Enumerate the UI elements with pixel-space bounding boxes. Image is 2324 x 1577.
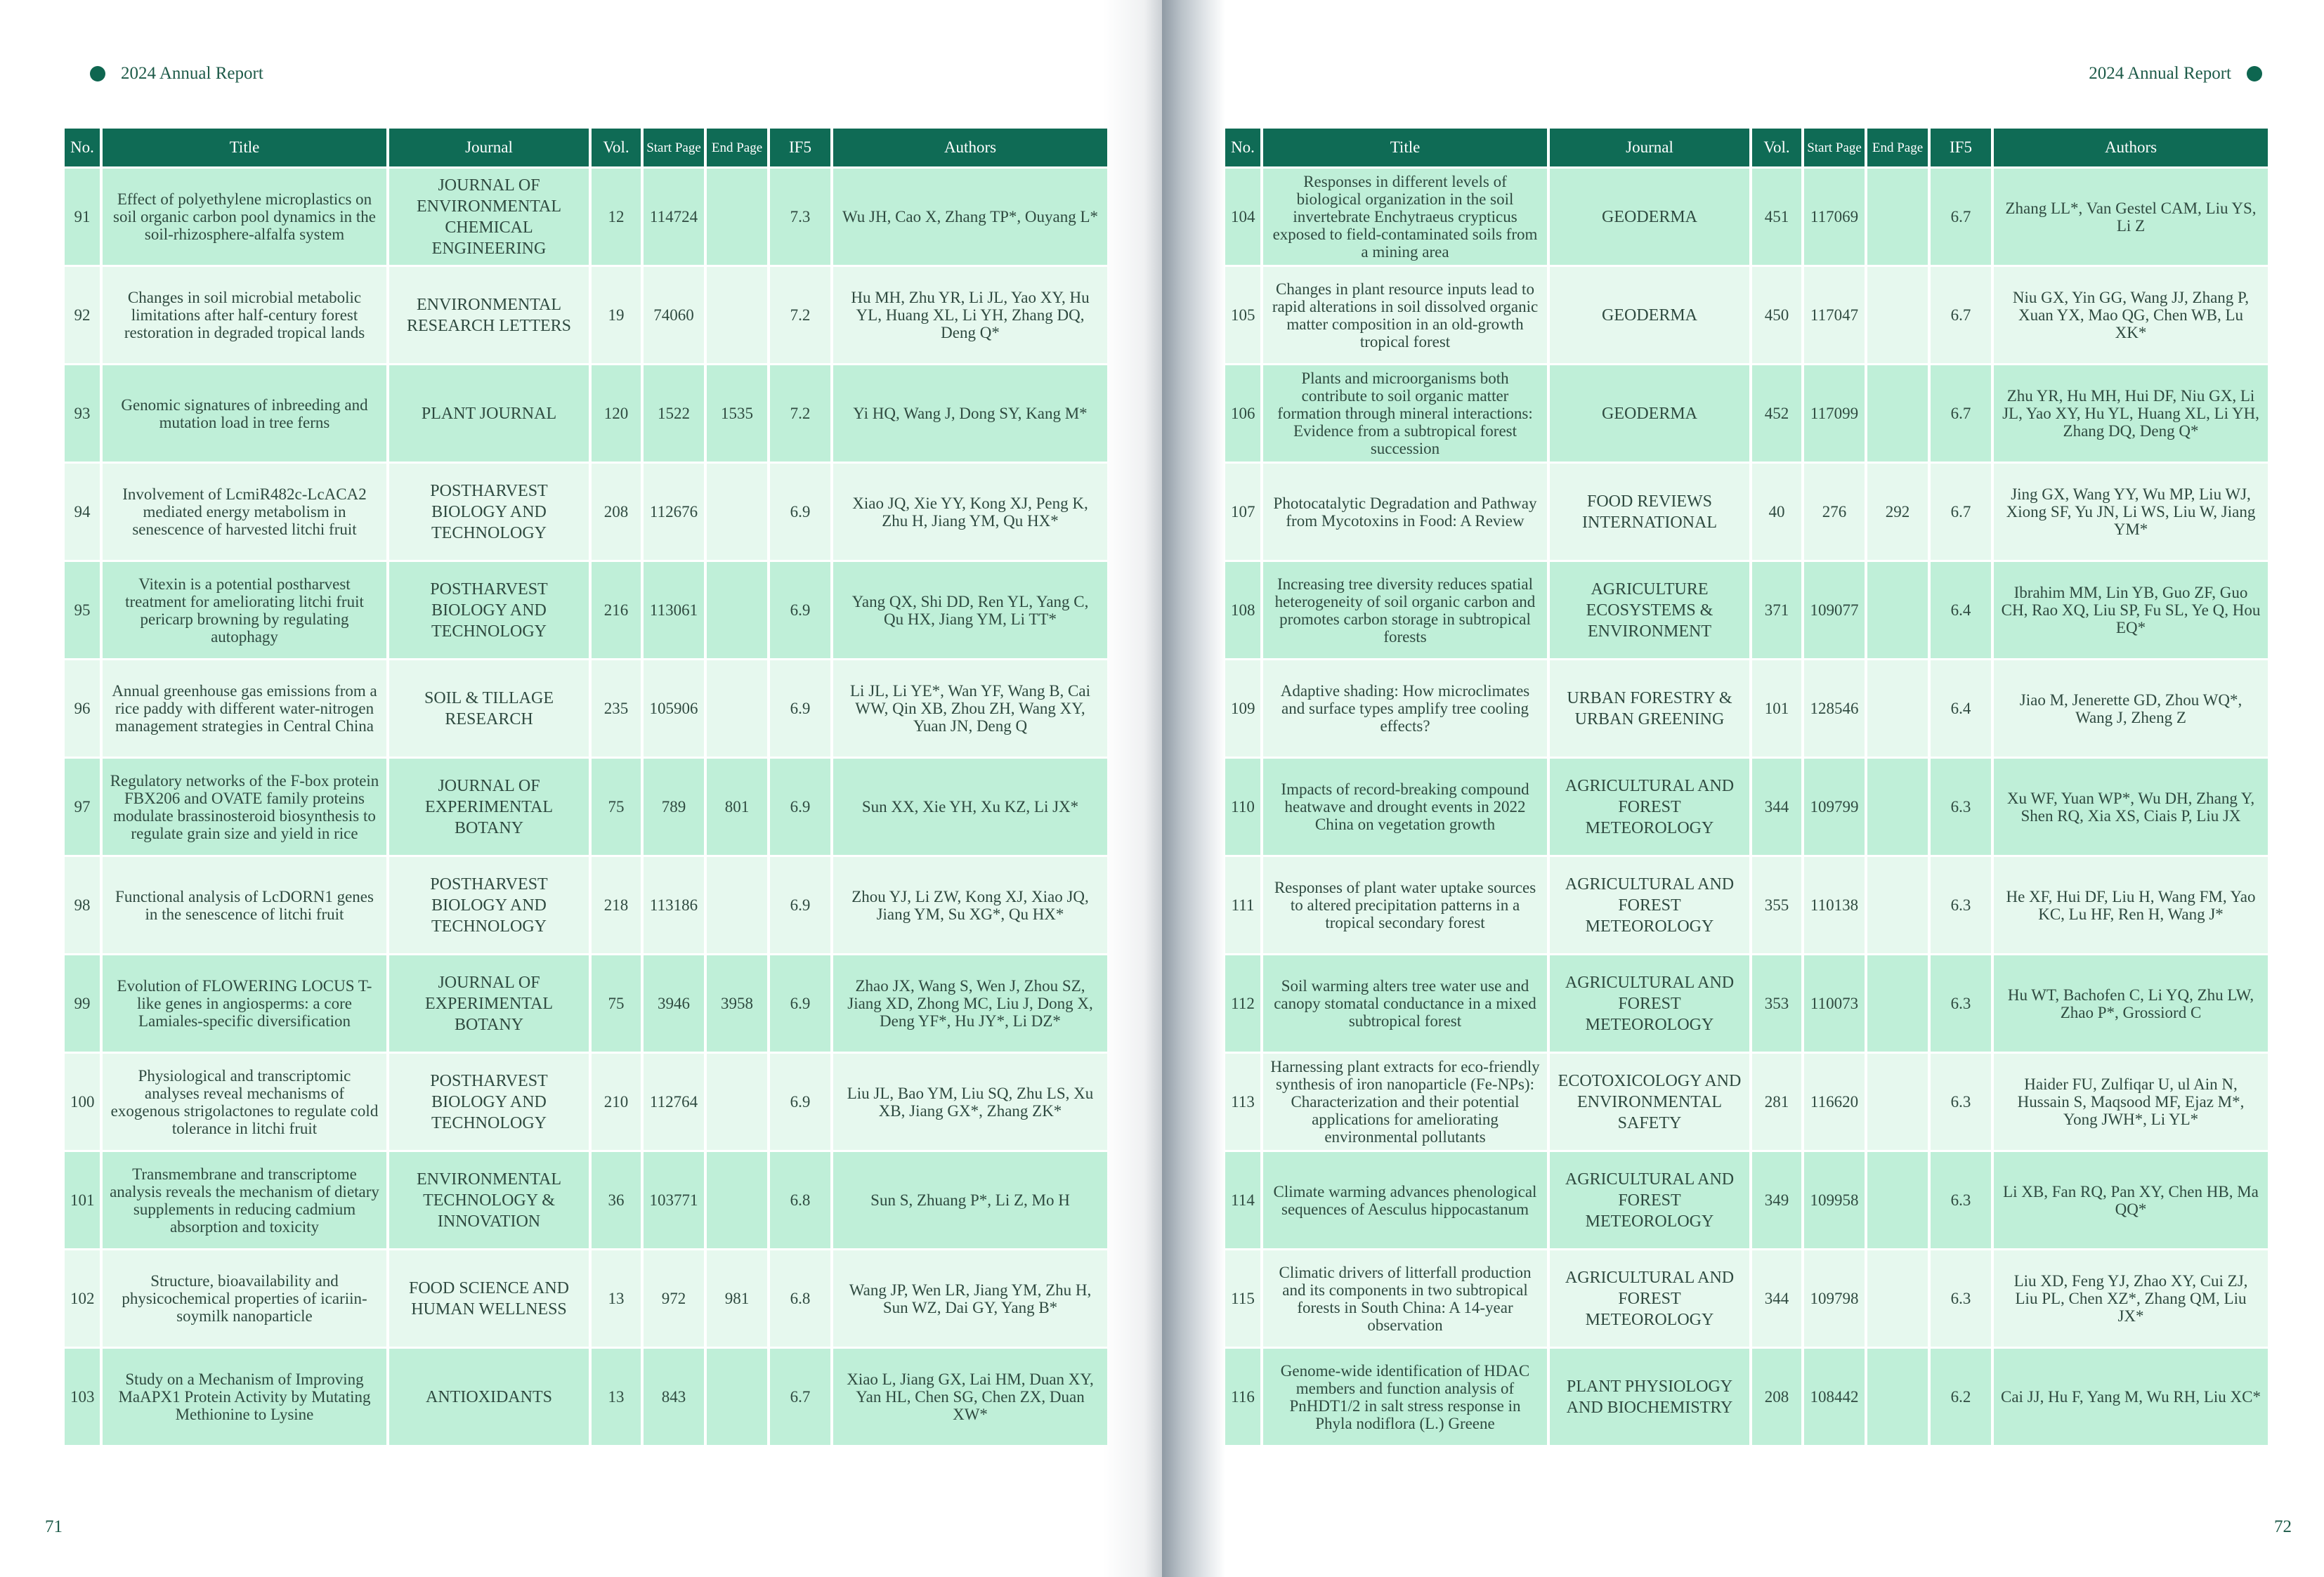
col-header-end-page: End Page <box>707 129 767 166</box>
cell-end-page <box>1867 1152 1928 1248</box>
cell-authors: Xiao L, Jiang GX, Lai HM, Duan XY, Yan HL, Chen SG, Chen ZX, Duan XW* <box>833 1349 1107 1445</box>
cell-start-page: 117069 <box>1804 169 1865 265</box>
cell-start-page: 74060 <box>644 267 704 363</box>
cell-if5: 6.3 <box>1931 1152 1991 1248</box>
cell-authors: Xu WF, Yuan WP*, Wu DH, Zhang Y, Shen RQ, Xia XS, Ciais P, Liu JX <box>1994 759 2268 855</box>
cell-vol: 75 <box>592 759 641 855</box>
cell-authors: Yi HQ, Wang J, Dong SY, Kang M* <box>833 365 1107 462</box>
cell-start-page: 112676 <box>644 464 704 560</box>
cell-end-page <box>707 1054 767 1150</box>
table-row <box>65 365 1107 462</box>
cell-if5: 6.3 <box>1931 759 1991 855</box>
cell-no: 105 <box>1225 267 1260 363</box>
cell-if5: 6.9 <box>770 660 830 757</box>
cell-if5: 6.7 <box>770 1349 830 1445</box>
cell-authors: Wu JH, Cao X, Zhang TP*, Ouyang L* <box>833 169 1107 265</box>
cell-if5: 7.3 <box>770 169 830 265</box>
cell-authors: Xiao JQ, Xie YY, Kong XJ, Peng K, Zhu H, Jiang YM, Qu HX* <box>833 464 1107 560</box>
cell-no: 95 <box>65 562 100 658</box>
table-row <box>1225 169 2268 265</box>
cell-vol: 19 <box>592 267 641 363</box>
cell-journal: FOOD SCIENCE AND HUMAN WELLNESS <box>389 1250 589 1347</box>
cell-no: 92 <box>65 267 100 363</box>
cell-title: Transmembrane and transcriptome analysis reveals the mechanism of dietary supplements in reducing cadmium absorption and toxicity <box>103 1152 386 1248</box>
cell-journal: POSTHARVEST BIOLOGY AND TECHNOLOGY <box>389 464 589 560</box>
cell-start-page: 1522 <box>644 365 704 462</box>
cell-if5: 6.7 <box>1931 365 1991 462</box>
cell-authors: He XF, Hui DF, Liu H, Wang FM, Yao KC, Lu HF, Ren H, Wang J* <box>1994 857 2268 953</box>
cell-if5: 6.9 <box>770 857 830 953</box>
cell-if5: 6.8 <box>770 1250 830 1347</box>
cell-end-page: 3958 <box>707 955 767 1052</box>
cell-start-page: 3946 <box>644 955 704 1052</box>
cell-if5: 7.2 <box>770 267 830 363</box>
cell-journal: AGRICULTURAL AND FOREST METEOROLOGY <box>1550 955 1749 1052</box>
cell-authors: Hu MH, Zhu YR, Li JL, Yao XY, Hu YL, Huang XL, Li YH, Zhang DQ, Deng Q* <box>833 267 1107 363</box>
table-row <box>1225 365 2268 462</box>
cell-start-page: 110138 <box>1804 857 1865 953</box>
cell-start-page: 113186 <box>644 857 704 953</box>
cell-title: Climatic drivers of litterfall production and its components in two subtropical forests in South China: A 14-year observation <box>1263 1250 1547 1347</box>
cell-vol: 208 <box>592 464 641 560</box>
cell-start-page: 105906 <box>644 660 704 757</box>
cell-vol: 452 <box>1752 365 1801 462</box>
cell-title: Structure, bioavailability and physicochemical properties of icariin-soymilk nanoparticle <box>103 1250 386 1347</box>
cell-if5: 7.2 <box>770 365 830 462</box>
cell-journal: ENVIRONMENTAL TECHNOLOGY & INNOVATION <box>389 1152 589 1248</box>
cell-start-page: 114724 <box>644 169 704 265</box>
cell-title: Plants and microorganisms both contribute to soil organic matter formation through mineral interactions: Evidence from a subtropical forest succession <box>1263 365 1547 462</box>
cell-no: 106 <box>1225 365 1260 462</box>
cell-title: Changes in soil microbial metabolic limitations after half-century forest restoration in degraded tropical lands <box>103 267 386 363</box>
cell-title: Genome-wide identification of HDAC members and function analysis of PnHDT1/2 in salt stress response in Phyla nodiflora (L.) Greene <box>1263 1349 1547 1445</box>
cell-vol: 210 <box>592 1054 641 1150</box>
cell-end-page <box>1867 857 1928 953</box>
cell-if5: 6.8 <box>770 1152 830 1248</box>
table-row <box>65 660 1107 757</box>
cell-journal: JOURNAL OF EXPERIMENTAL BOTANY <box>389 759 589 855</box>
cell-no: 107 <box>1225 464 1260 560</box>
cell-no: 108 <box>1225 562 1260 658</box>
col-header-start-page: Start Page <box>1804 129 1865 166</box>
cell-title: Regulatory networks of the F-box protein FBX206 and OVATE family proteins modulate brassinosteroid biosynthesis to regulate grain size and yield in rice <box>103 759 386 855</box>
col-header-title: Title <box>1263 129 1547 166</box>
table-row <box>1225 464 2268 560</box>
cell-authors: Zhou YJ, Li ZW, Kong XJ, Xiao JQ, Jiang YM, Su XG*, Qu HX* <box>833 857 1107 953</box>
cell-authors: Jiao M, Jenerette GD, Zhou WQ*, Wang J, Zheng Z <box>1994 660 2268 757</box>
cell-vol: 451 <box>1752 169 1801 265</box>
col-header-authors: Authors <box>833 129 1107 166</box>
cell-vol: 12 <box>592 169 641 265</box>
cell-journal: JOURNAL OF ENVIRONMENTAL CHEMICAL ENGINEERING <box>389 169 589 265</box>
table-row <box>65 464 1107 560</box>
cell-end-page: 981 <box>707 1250 767 1347</box>
cell-vol: 216 <box>592 562 641 658</box>
header-title: 2024 Annual Report <box>2089 64 2231 83</box>
cell-title: Involvement of LcmiR482c-LcACA2 mediated energy metabolism in senescence of harvested litchi fruit <box>103 464 386 560</box>
cell-end-page <box>1867 1349 1928 1445</box>
cell-journal: AGRICULTURE ECOSYSTEMS & ENVIRONMENT <box>1550 562 1749 658</box>
col-header-no: No. <box>65 129 100 166</box>
cell-authors: Li XB, Fan RQ, Pan XY, Chen HB, Ma QQ* <box>1994 1152 2268 1248</box>
cell-end-page <box>707 660 767 757</box>
table-row <box>1225 267 2268 363</box>
cell-no: 116 <box>1225 1349 1260 1445</box>
cell-journal: AGRICULTURAL AND FOREST METEOROLOGY <box>1550 1152 1749 1248</box>
cell-if5: 6.9 <box>770 1054 830 1150</box>
right-page-header <box>2089 62 2262 86</box>
cell-journal: ECOTOXICOLOGY AND ENVIRONMENTAL SAFETY <box>1550 1054 1749 1150</box>
cell-authors: Zhu YR, Hu MH, Hui DF, Niu GX, Li JL, Yao XY, Hu YL, Huang XL, Li YH, Zhang DQ, Deng Q* <box>1994 365 2268 462</box>
table-row <box>1225 955 2268 1052</box>
cell-journal: POSTHARVEST BIOLOGY AND TECHNOLOGY <box>389 562 589 658</box>
cell-no: 114 <box>1225 1152 1260 1248</box>
cell-vol: 101 <box>1752 660 1801 757</box>
cell-if5: 6.9 <box>770 955 830 1052</box>
cell-title: Study on a Mechanism of Improving MaAPX1 Protein Activity by Mutating Methionine to Lysine <box>103 1349 386 1445</box>
cell-title: Evolution of FLOWERING LOCUS T-like genes in angiosperms: a core Lamiales-specific diversification <box>103 955 386 1052</box>
cell-start-page: 117047 <box>1804 267 1865 363</box>
cell-end-page <box>707 562 767 658</box>
cell-journal: URBAN FORESTRY & URBAN GREENING <box>1550 660 1749 757</box>
table-body <box>65 169 1107 1445</box>
cell-vol: 355 <box>1752 857 1801 953</box>
cell-vol: 13 <box>592 1349 641 1445</box>
cell-no: 104 <box>1225 169 1260 265</box>
cell-vol: 281 <box>1752 1054 1801 1150</box>
cell-end-page: 801 <box>707 759 767 855</box>
cell-authors: Hu WT, Bachofen C, Li YQ, Zhu LW, Zhao P*, Grossiord C <box>1994 955 2268 1052</box>
col-header-if5: IF5 <box>1931 129 1991 166</box>
col-header-vol: Vol. <box>1752 129 1801 166</box>
cell-vol: 344 <box>1752 759 1801 855</box>
table-row <box>65 1054 1107 1150</box>
table-row <box>1225 759 2268 855</box>
table-row <box>1225 1250 2268 1347</box>
col-header-start-page: Start Page <box>644 129 704 166</box>
table-row <box>1225 857 2268 953</box>
cell-no: 112 <box>1225 955 1260 1052</box>
cell-no: 99 <box>65 955 100 1052</box>
page-number: 71 <box>45 1517 63 1536</box>
cell-start-page: 109958 <box>1804 1152 1865 1248</box>
bullet-dot-icon <box>90 66 105 81</box>
cell-journal: AGRICULTURAL AND FOREST METEOROLOGY <box>1550 759 1749 855</box>
cell-title: Increasing tree diversity reduces spatial heterogeneity of soil organic carbon and promotes carbon storage in subtropical forests <box>1263 562 1547 658</box>
cell-start-page: 109798 <box>1804 1250 1865 1347</box>
cell-no: 93 <box>65 365 100 462</box>
cell-end-page <box>1867 759 1928 855</box>
cell-no: 103 <box>65 1349 100 1445</box>
cell-title: Changes in plant resource inputs lead to rapid alterations in soil dissolved organic matter composition in an old-growth tropical forest <box>1263 267 1547 363</box>
table-header-row <box>65 129 1107 166</box>
cell-start-page: 112764 <box>644 1054 704 1150</box>
cell-no: 111 <box>1225 857 1260 953</box>
cell-end-page <box>707 1349 767 1445</box>
cell-vol: 120 <box>592 365 641 462</box>
cell-start-page: 276 <box>1804 464 1865 560</box>
cell-no: 115 <box>1225 1250 1260 1347</box>
cell-authors: Haider FU, Zulfiqar U, ul Ain N, Hussain S, Maqsood MF, Ejaz M*, Yong JWH*, Li YL* <box>1994 1054 2268 1150</box>
col-header-no: No. <box>1225 129 1260 166</box>
cell-authors: Sun XX, Xie YH, Xu KZ, Li JX* <box>833 759 1107 855</box>
cell-if5: 6.4 <box>1931 660 1991 757</box>
cell-authors: Wang JP, Wen LR, Jiang YM, Zhu H, Sun WZ, Dai GY, Yang B* <box>833 1250 1107 1347</box>
cell-title: Effect of polyethylene microplastics on soil organic carbon pool dynamics in the soil-rhizosphere-alfalfa system <box>103 169 386 265</box>
cell-journal: AGRICULTURAL AND FOREST METEOROLOGY <box>1550 857 1749 953</box>
cell-no: 97 <box>65 759 100 855</box>
cell-vol: 235 <box>592 660 641 757</box>
table-row <box>65 1349 1107 1445</box>
right-page <box>1162 0 2324 1577</box>
table-row <box>1225 562 2268 658</box>
cell-authors: Zhang LL*, Van Gestel CAM, Liu YS, Li Z <box>1994 169 2268 265</box>
cell-end-page <box>1867 1054 1928 1150</box>
cell-no: 100 <box>65 1054 100 1150</box>
cell-journal: GEODERMA <box>1550 267 1749 363</box>
cell-authors: Li JL, Li YE*, Wan YF, Wang B, Cai WW, Qin XB, Zhou ZH, Wang XY, Yuan JN, Deng Q <box>833 660 1107 757</box>
cell-vol: 349 <box>1752 1152 1801 1248</box>
cell-end-page <box>1867 955 1928 1052</box>
cell-vol: 13 <box>592 1250 641 1347</box>
cell-if5: 6.3 <box>1931 955 1991 1052</box>
cell-end-page: 1535 <box>707 365 767 462</box>
cell-vol: 218 <box>592 857 641 953</box>
table-header-row <box>1225 129 2268 166</box>
cell-if5: 6.7 <box>1931 267 1991 363</box>
cell-journal: PLANT JOURNAL <box>389 365 589 462</box>
cell-no: 109 <box>1225 660 1260 757</box>
cell-start-page: 103771 <box>644 1152 704 1248</box>
cell-journal: SOIL & TILLAGE RESEARCH <box>389 660 589 757</box>
cell-end-page <box>707 1152 767 1248</box>
cell-start-page: 110073 <box>1804 955 1865 1052</box>
cell-vol: 344 <box>1752 1250 1801 1347</box>
cell-title: Adaptive shading: How microclimates and surface types amplify tree cooling effects? <box>1263 660 1547 757</box>
cell-if5: 6.3 <box>1931 1054 1991 1150</box>
cell-authors: Sun S, Zhuang P*, Li Z, Mo H <box>833 1152 1107 1248</box>
right-page-gutter-shadow <box>1162 0 1225 1577</box>
cell-end-page <box>1867 267 1928 363</box>
cell-if5: 6.7 <box>1931 464 1991 560</box>
table-row <box>65 1152 1107 1248</box>
table-row <box>1225 1349 2268 1445</box>
cell-end-page <box>707 169 767 265</box>
cell-end-page <box>1867 365 1928 462</box>
cell-journal: PLANT PHYSIOLOGY AND BIOCHEMISTRY <box>1550 1349 1749 1445</box>
cell-title: Climate warming advances phenological sequences of Aesculus hippocastanum <box>1263 1152 1547 1248</box>
cell-if5: 6.3 <box>1931 1250 1991 1347</box>
cell-end-page <box>707 464 767 560</box>
cell-start-page: 128546 <box>1804 660 1865 757</box>
table-row <box>65 1250 1107 1347</box>
cell-authors: Ibrahim MM, Lin YB, Guo ZF, Guo CH, Rao XQ, Liu SP, Fu SL, Ye Q, Hou EQ* <box>1994 562 2268 658</box>
cell-vol: 450 <box>1752 267 1801 363</box>
cell-no: 102 <box>65 1250 100 1347</box>
cell-authors: Liu JL, Bao YM, Liu SQ, Zhu LS, Xu XB, Jiang GX*, Zhang ZK* <box>833 1054 1107 1150</box>
cell-journal: ANTIOXIDANTS <box>389 1349 589 1445</box>
cell-no: 110 <box>1225 759 1260 855</box>
left-page-gutter-shadow <box>1103 0 1162 1577</box>
cell-title: Genomic signatures of inbreeding and mutation load in tree ferns <box>103 365 386 462</box>
cell-no: 101 <box>65 1152 100 1248</box>
cell-if5: 6.9 <box>770 562 830 658</box>
cell-title: Photocatalytic Degradation and Pathway from Mycotoxins in Food: A Review <box>1263 464 1547 560</box>
cell-if5: 6.3 <box>1931 857 1991 953</box>
cell-journal: GEODERMA <box>1550 365 1749 462</box>
cell-title: Responses of plant water uptake sources to altered precipitation patterns in a tropical secondary forest <box>1263 857 1547 953</box>
table-row <box>65 562 1107 658</box>
cell-authors: Cai JJ, Hu F, Yang M, Wu RH, Liu XC* <box>1994 1349 2268 1445</box>
cell-end-page <box>707 267 767 363</box>
table-row <box>65 857 1107 953</box>
publication-table-left <box>62 126 1110 1447</box>
table-row <box>65 955 1107 1052</box>
cell-title: Vitexin is a potential postharvest treatment for ameliorating litchi fruit pericarp browning by regulating autophagy <box>103 562 386 658</box>
cell-authors: Zhao JX, Wang S, Wen J, Zhou SZ, Jiang XD, Zhong MC, Liu J, Dong X, Deng YF*, Hu JY*, Li DZ* <box>833 955 1107 1052</box>
cell-end-page: 292 <box>1867 464 1928 560</box>
table-body <box>1225 169 2268 1445</box>
table-row <box>1225 660 2268 757</box>
col-header-title: Title <box>103 129 386 166</box>
cell-start-page: 116620 <box>1804 1054 1865 1150</box>
table-row <box>65 267 1107 363</box>
publication-table-right <box>1222 126 2271 1447</box>
col-header-vol: Vol. <box>592 129 641 166</box>
cell-title: Impacts of record-breaking compound heatwave and drought events in 2022 China on vegetation growth <box>1263 759 1547 855</box>
col-header-end-page: End Page <box>1867 129 1928 166</box>
cell-if5: 6.9 <box>770 759 830 855</box>
col-header-journal: Journal <box>1550 129 1749 166</box>
cell-end-page <box>1867 1250 1928 1347</box>
cell-no: 91 <box>65 169 100 265</box>
cell-journal: GEODERMA <box>1550 169 1749 265</box>
cell-vol: 208 <box>1752 1349 1801 1445</box>
cell-vol: 36 <box>592 1152 641 1248</box>
bullet-dot-icon <box>2247 66 2262 81</box>
cell-authors: Jing GX, Wang YY, Wu MP, Liu WJ, Xiong SF, Yu JN, Li WS, Liu W, Jiang YM* <box>1994 464 2268 560</box>
cell-journal: ENVIRONMENTAL RESEARCH LETTERS <box>389 267 589 363</box>
cell-start-page: 113061 <box>644 562 704 658</box>
cell-title: Physiological and transcriptomic analyses reveal mechanisms of exogenous strigolactones to regulate cold tolerance in litchi fruit <box>103 1054 386 1150</box>
cell-no: 113 <box>1225 1054 1260 1150</box>
cell-title: Functional analysis of LcDORN1 genes in the senescence of litchi fruit <box>103 857 386 953</box>
cell-journal: JOURNAL OF EXPERIMENTAL BOTANY <box>389 955 589 1052</box>
table-row <box>65 169 1107 265</box>
cell-authors: Liu XD, Feng YJ, Zhao XY, Cui ZJ, Liu PL, Chen XZ*, Zhang QM, Liu JX* <box>1994 1250 2268 1347</box>
cell-journal: AGRICULTURAL AND FOREST METEOROLOGY <box>1550 1250 1749 1347</box>
table-row <box>65 759 1107 855</box>
cell-start-page: 843 <box>644 1349 704 1445</box>
col-header-authors: Authors <box>1994 129 2268 166</box>
cell-start-page: 109077 <box>1804 562 1865 658</box>
page-number: 72 <box>2274 1517 2292 1536</box>
col-header-journal: Journal <box>389 129 589 166</box>
cell-journal: POSTHARVEST BIOLOGY AND TECHNOLOGY <box>389 857 589 953</box>
cell-no: 98 <box>65 857 100 953</box>
header-title: 2024 Annual Report <box>121 64 263 83</box>
cell-title: Annual greenhouse gas emissions from a rice paddy with different water-nitrogen management strategies in Central China <box>103 660 386 757</box>
cell-if5: 6.9 <box>770 464 830 560</box>
cell-authors: Niu GX, Yin GG, Wang JJ, Zhang P, Xuan YX, Mao QG, Chen WB, Lu XK* <box>1994 267 2268 363</box>
cell-if5: 6.4 <box>1931 562 1991 658</box>
cell-authors: Yang QX, Shi DD, Ren YL, Yang C, Qu HX, Jiang YM, Li TT* <box>833 562 1107 658</box>
cell-start-page: 789 <box>644 759 704 855</box>
cell-journal: FOOD REVIEWS INTERNATIONAL <box>1550 464 1749 560</box>
table-row <box>1225 1152 2268 1248</box>
cell-vol: 353 <box>1752 955 1801 1052</box>
cell-title: Soil warming alters tree water use and canopy stomatal conductance in a mixed subtropical forest <box>1263 955 1547 1052</box>
cell-if5: 6.7 <box>1931 169 1991 265</box>
cell-title: Harnessing plant extracts for eco-friendly synthesis of iron nanoparticle (Fe-NPs): Characterization and their potential applications for ameliorating environmental pollutants <box>1263 1054 1547 1150</box>
cell-start-page: 108442 <box>1804 1349 1865 1445</box>
cell-start-page: 972 <box>644 1250 704 1347</box>
cell-start-page: 109799 <box>1804 759 1865 855</box>
cell-vol: 371 <box>1752 562 1801 658</box>
cell-end-page <box>1867 562 1928 658</box>
col-header-if5: IF5 <box>770 129 830 166</box>
cell-if5: 6.2 <box>1931 1349 1991 1445</box>
cell-journal: POSTHARVEST BIOLOGY AND TECHNOLOGY <box>389 1054 589 1150</box>
cell-no: 96 <box>65 660 100 757</box>
left-page-header <box>90 62 263 86</box>
cell-end-page <box>1867 169 1928 265</box>
cell-no: 94 <box>65 464 100 560</box>
cell-vol: 40 <box>1752 464 1801 560</box>
cell-vol: 75 <box>592 955 641 1052</box>
table-row <box>1225 1054 2268 1150</box>
cell-start-page: 117099 <box>1804 365 1865 462</box>
cell-title: Responses in different levels of biological organization in the soil invertebrate Enchytraeus crypticus exposed to field-contaminated soils from a mining area <box>1263 169 1547 265</box>
cell-end-page <box>1867 660 1928 757</box>
cell-end-page <box>707 857 767 953</box>
